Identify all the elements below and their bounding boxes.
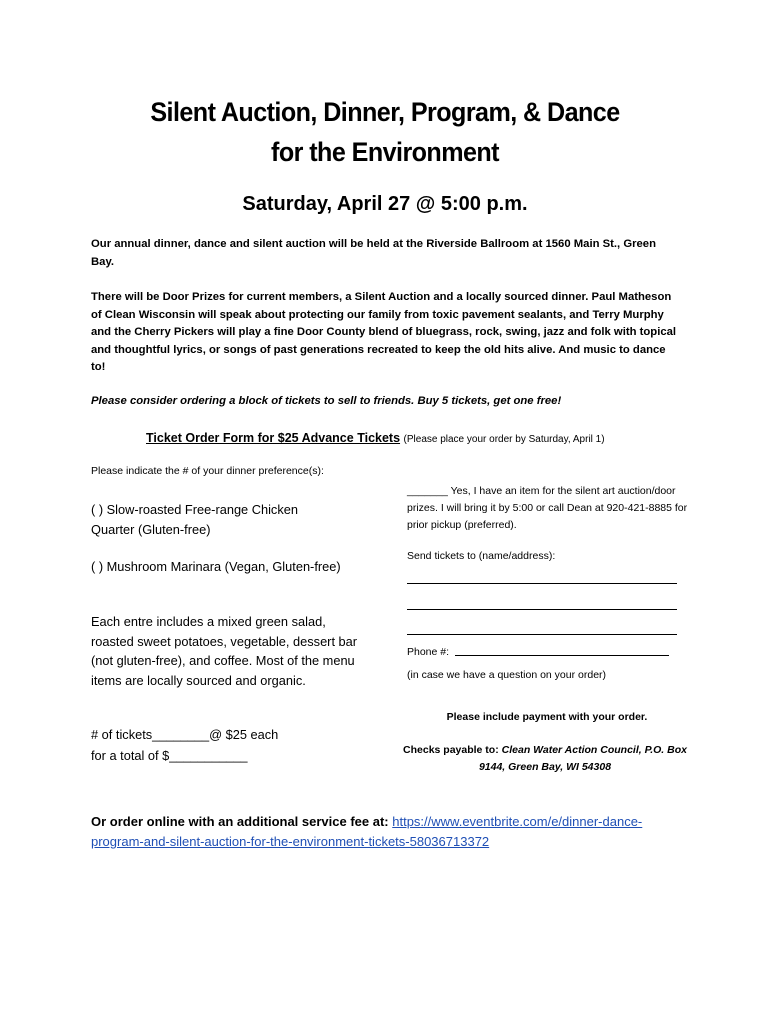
event-title-line2: for the Environment	[271, 137, 499, 167]
ticket-total-field[interactable]: for a total of $___________	[91, 748, 248, 763]
auction-item-option[interactable]: _______ Yes, I have an item for the silent art auction/door prizes. I will bring it by 5:00 or call Dean at 920-421-8885 for prior pickup (preferred).	[407, 485, 688, 531]
checks-label: Checks payable to:	[403, 744, 499, 756]
checks-payee: Clean Water Action Council, P.O. Box 9144, Green Bay, WI 54308	[478, 744, 687, 773]
online-order-label: Or order online with an additional service fee at:	[91, 814, 389, 829]
address-line-3[interactable]	[407, 634, 677, 635]
order-deadline-note: (Please place your order by Saturday, April 1)	[403, 434, 605, 445]
chicken-option[interactable]: ( ) Slow-roasted Free-range Chicken Quarter (Gluten-free)	[91, 502, 327, 537]
venue-paragraph: Our annual dinner, dance and silent auction will be held at the Riverside Ballroom at 1560 Main St., Green Bay.	[91, 238, 656, 268]
ticket-count-field[interactable]: # of tickets________@ $25 each	[91, 727, 279, 742]
event-date: Saturday, April 27 @ 5:00 p.m.	[242, 193, 528, 215]
promo-text: Please consider ordering a block of tickets to sell to friends. Buy 5 tickets, get one free!	[91, 395, 562, 407]
entre-description: Each entre includes a mixed green salad, roasted sweet potatoes, vegetable, dessert bar (not gluten-free), and coffee. Most of the menu items are locally sourced and organic.	[91, 614, 358, 688]
address-line-1[interactable]	[407, 583, 677, 584]
send-tickets-label: Send tickets to (name/address):	[407, 550, 556, 562]
phone-field[interactable]	[455, 655, 669, 656]
program-paragraph: There will be Door Prizes for current members, a Silent Auction and a locally sourced dinner. Paul Matheson of Clean Wisconsin will speak about protecting our family from toxic pavement sealants, and Terry Murphy and the Cherry Pickers will play a fine Door County blend of bluegrass, rock, swing, jazz and folk with topical and thoughtful lyrics, or songs of past generations recreated to keep the old hits alive. And music to dance to!	[91, 291, 677, 373]
payment-note: Please include payment with your order.	[446, 711, 648, 723]
online-order	[91, 812, 691, 852]
preference-prompt: Please indicate the # of your dinner preference(s):	[91, 465, 324, 477]
marinara-option[interactable]: ( ) Mushroom Marinara (Vegan, Gluten-free)	[91, 559, 341, 574]
order-form-title: Ticket Order Form for $25 Advance Tickets	[146, 431, 401, 445]
address-line-2[interactable]	[407, 609, 677, 610]
checks-payable	[400, 742, 690, 776]
eventbrite-link[interactable]: https://www.eventbrite.com/e/dinner-dance-program-and-silent-auction-for-the-environment-tickets-58036713372	[91, 814, 643, 849]
order-form-heading	[146, 429, 605, 449]
event-title-line1: Silent Auction, Dinner, Program, & Dance	[150, 97, 620, 127]
phone-note: (in case we have a question on your order)	[407, 669, 607, 681]
phone-label: Phone #:	[407, 646, 450, 658]
